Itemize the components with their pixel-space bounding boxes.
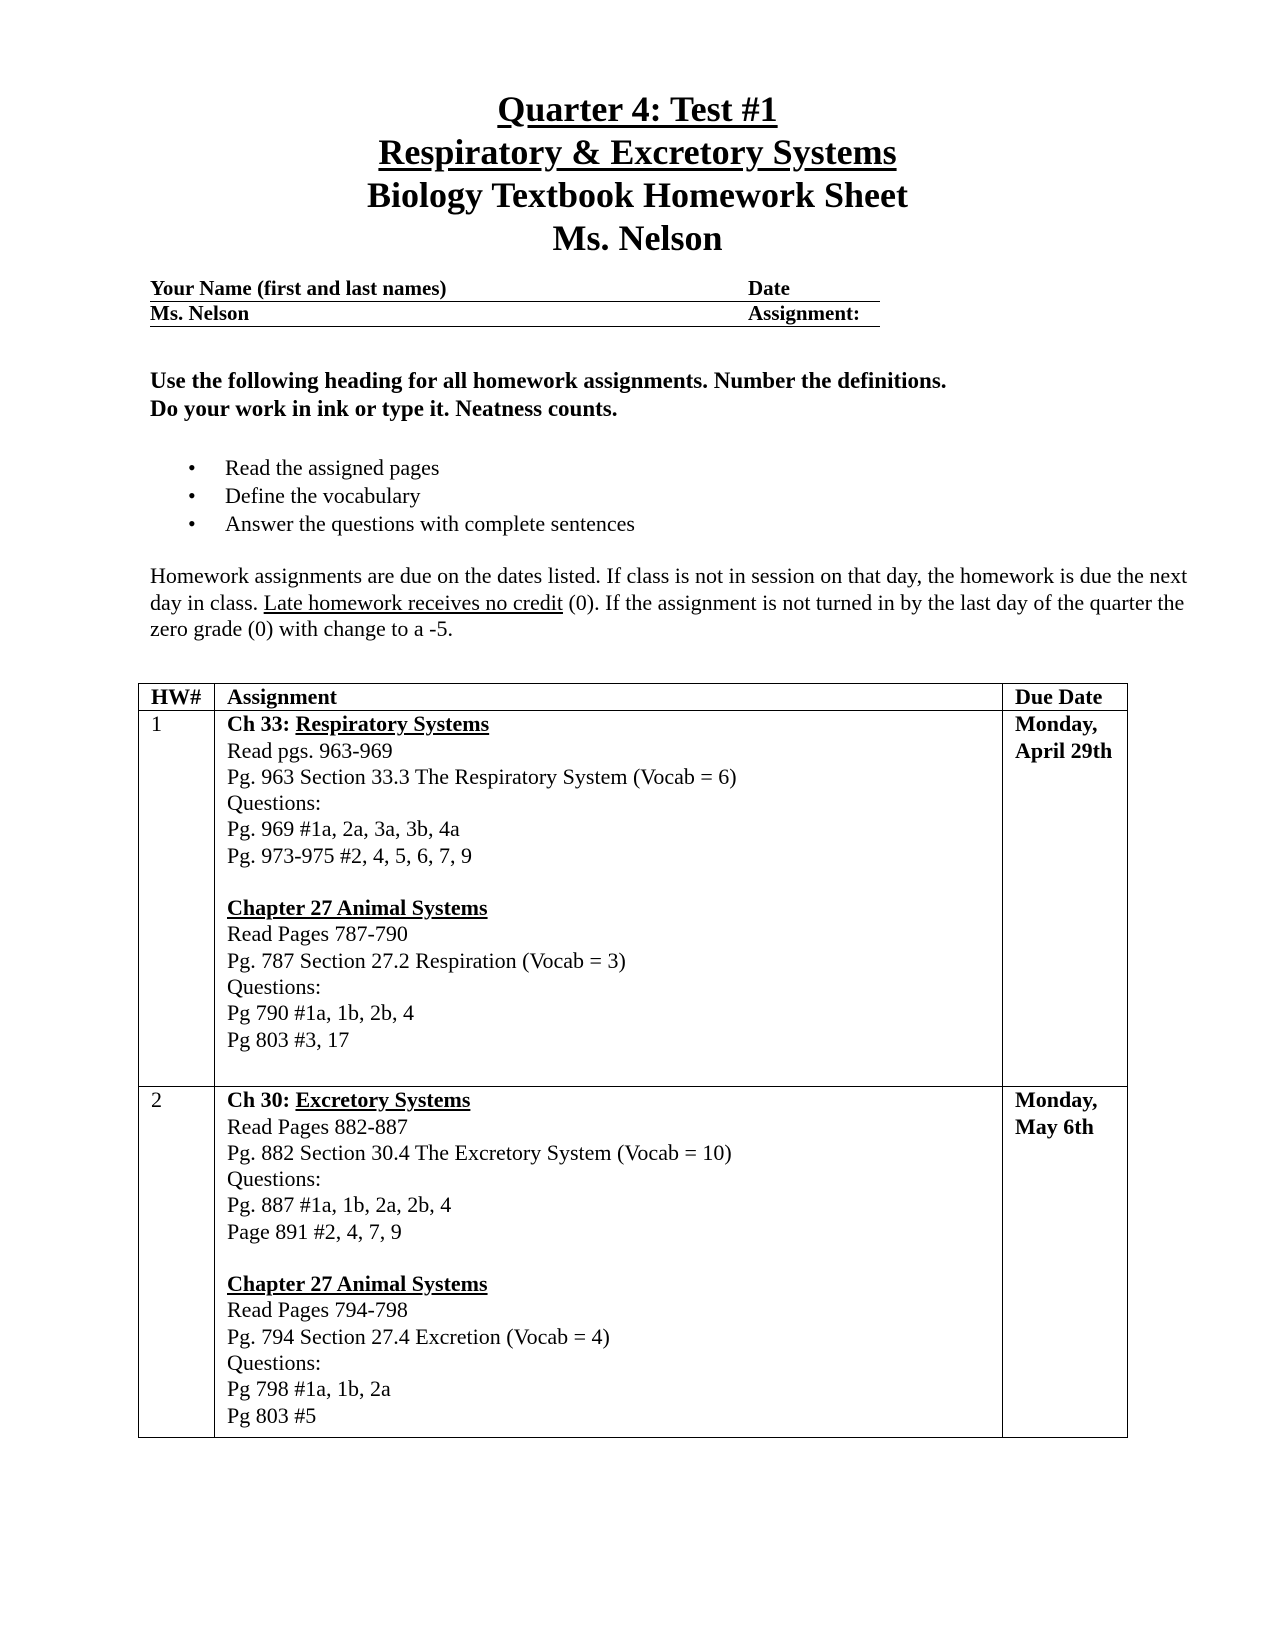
title-block: [0, 88, 1275, 260]
instructions-line-2: Do your work in ink or type it. Neatness counts.: [150, 396, 618, 421]
assignment-line: Read pgs. 963-969: [227, 737, 393, 763]
assignment-cell: [215, 1087, 1003, 1438]
assignment-line: Questions:: [227, 790, 322, 816]
title-quarter-test: Quarter 4: Test #1: [497, 89, 778, 129]
header-hw-number: HW#: [139, 684, 215, 711]
assignment-line: Pg 803 #5: [227, 1402, 317, 1428]
hw-number-cell: 1: [139, 711, 215, 1087]
table-header-row: [139, 684, 1128, 711]
assignment-line: Read Pages 882-887: [227, 1113, 408, 1139]
assignment-line: Pg. 882 Section 30.4 The Excretory System (Vocab = 10): [227, 1139, 732, 1165]
bullet-icon: •: [188, 455, 196, 480]
heading-row-teacher-assignment: [150, 301, 880, 327]
list-item: • Read the assigned pages: [188, 455, 440, 480]
title-sheet: Biology Textbook Homework Sheet: [366, 175, 909, 215]
list-item: • Define the vocabulary: [188, 483, 421, 508]
homework-policy: Homework assignments are due on the dates listed. If class is not in session on that day, the homework is due the next day in class. Late homework receives no credit (0). If the assignment is not turned in by the last day of the quarter the zero grade (0) with change to a -5.: [150, 563, 1188, 641]
homework-table: [138, 683, 1128, 1438]
assignment-line: Pg. 887 #1a, 1b, 2a, 2b, 4: [227, 1192, 452, 1218]
heading-date-label: Date: [748, 276, 790, 300]
section-title: Chapter 27 Animal Systems: [227, 1271, 488, 1297]
assignment-line: Questions:: [227, 973, 322, 999]
task-list: [150, 454, 635, 538]
due-date-cell: Monday, April 29th: [1003, 711, 1128, 1087]
list-item: • Answer the questions with complete sentences: [188, 511, 635, 536]
title-unit: Respiratory & Excretory Systems: [378, 132, 897, 172]
assignment-line: Pg. 973-975 #2, 4, 5, 6, 7, 9: [227, 842, 473, 868]
heading-teacher-label: Ms. Nelson: [150, 301, 250, 325]
heading-name-label: Your Name (first and last names): [150, 276, 447, 300]
instructions-line-1: Use the following heading for all homework assignments. Number the definitions.: [150, 368, 947, 393]
assignment-line: Pg 790 #1a, 1b, 2b, 4: [227, 1000, 414, 1026]
assignment-line: Read Pages 794-798: [227, 1297, 408, 1323]
heading-row-name-date: [150, 276, 880, 302]
hw-number-cell: 2: [139, 1087, 215, 1438]
header-assignment: Assignment: [215, 684, 1003, 711]
heading-assignment-label: Assignment:: [748, 301, 861, 325]
table-row: [139, 711, 1128, 1087]
bullet-icon: •: [188, 511, 196, 536]
section-title: Ch 33: Respiratory Systems: [227, 711, 490, 737]
assignment-line: Pg. 963 Section 33.3 The Respiratory System (Vocab = 6): [227, 763, 737, 789]
assignment-line: Page 891 #2, 4, 7, 9: [227, 1218, 402, 1244]
assignment-line: Questions:: [227, 1349, 322, 1375]
assignment-line: Pg 803 #3, 17: [227, 1026, 350, 1052]
assignment-line: Pg. 787 Section 27.2 Respiration (Vocab = 3): [227, 947, 626, 973]
assignment-line: Pg. 794 Section 27.4 Excretion (Vocab = 4): [227, 1323, 610, 1349]
assignment-cell: [215, 711, 1003, 1087]
due-date-cell: Monday, May 6th: [1003, 1087, 1128, 1438]
instructions: [150, 367, 947, 423]
late-policy-underlined: Late homework receives no credit: [263, 589, 563, 615]
assignment-line: Pg. 969 #1a, 2a, 3a, 3b, 4a: [227, 816, 460, 842]
title-teacher: Ms. Nelson: [552, 218, 723, 258]
assignment-line: Read Pages 787-790: [227, 921, 408, 947]
assignment-line: Pg 798 #1a, 1b, 2a: [227, 1376, 391, 1402]
bullet-icon: •: [188, 483, 196, 508]
header-due-date: Due Date: [1003, 684, 1128, 711]
table-row: [139, 1087, 1128, 1438]
section-title: Ch 30: Excretory Systems: [227, 1087, 471, 1113]
section-title: Chapter 27 Animal Systems: [227, 895, 488, 921]
assignment-line: Questions:: [227, 1166, 322, 1192]
